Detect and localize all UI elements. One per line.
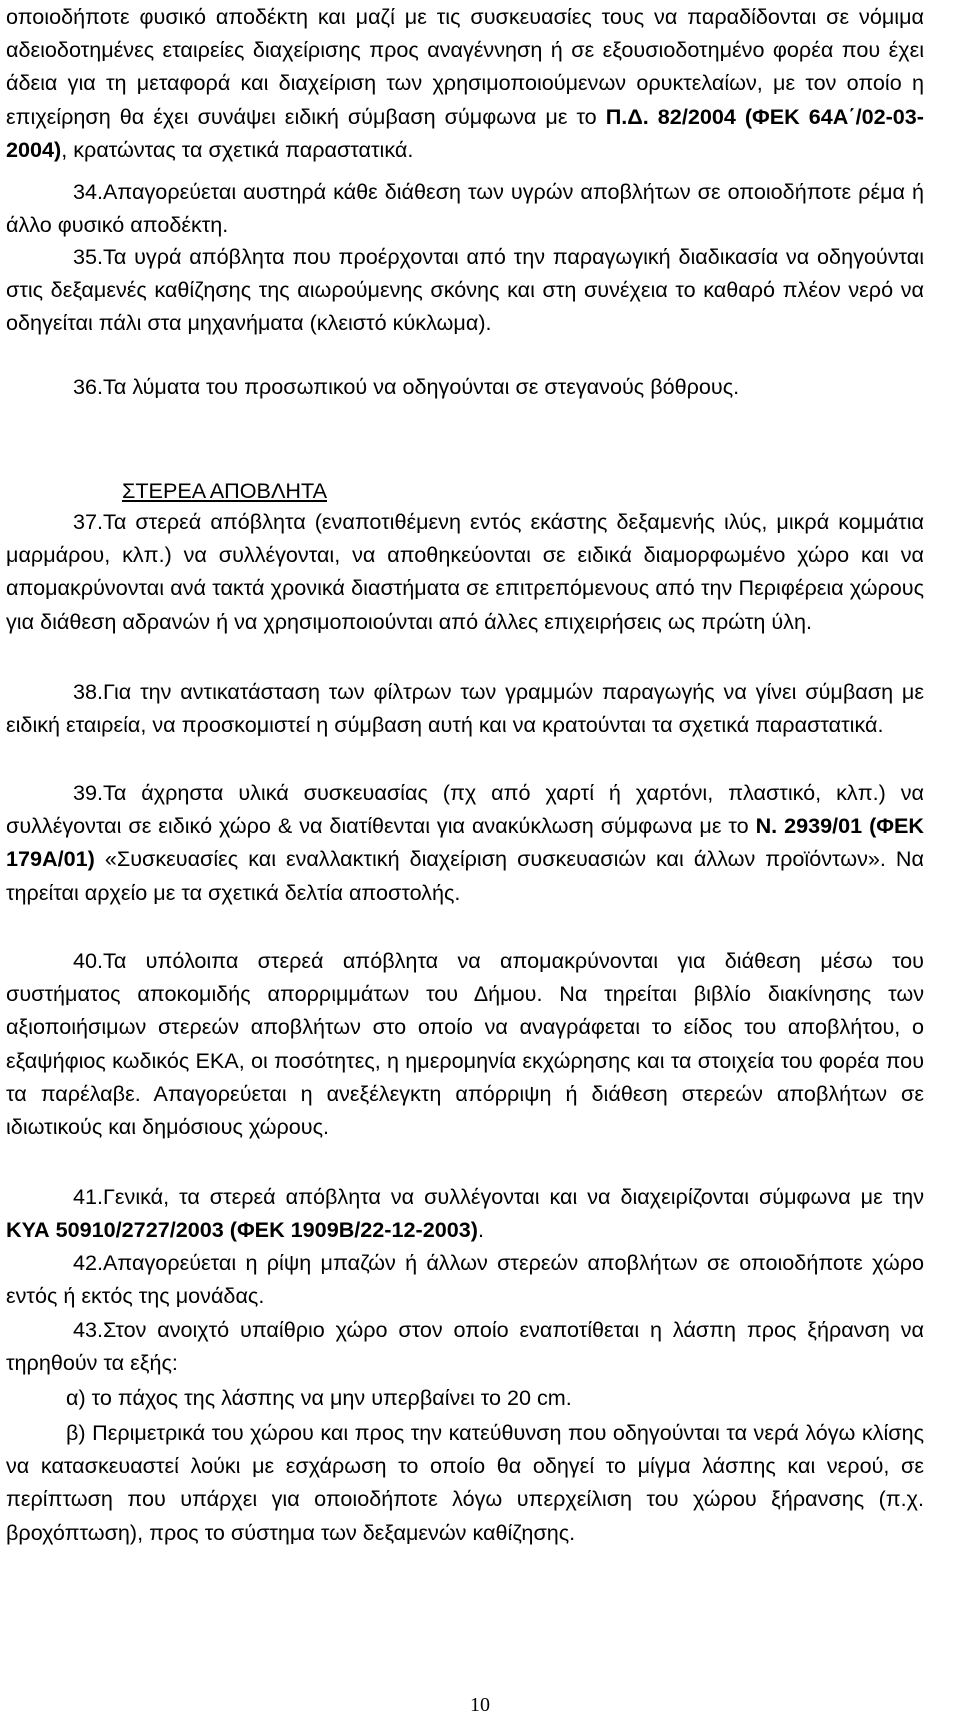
paragraph-continuation bbox=[6, 0, 924, 166]
paragraph-text: α) το πάχος της λάσπης να μην υπερβαίνει το 20 cm. bbox=[66, 1385, 572, 1410]
paragraph-text: Τα στερεά απόβλητα (εναποτιθέμενη εντός εκάστης δεξαμενής ιλύς, μικρά κομμάτια μαρμάρου, κλπ.) να συλλέγονται, να αποθηκεύονται σε ειδικά διαμορφωμένο χώρο και να απομακρύνονται ανά τακτά χρονικά διαστήματα σε επιτρεπόμενους από την Περιφέρεια χώρους για διάθεση αδρανών ή να χρησιμοποιούνται από άλλες επιχειρήσεις ως πρώτη ύλη. bbox=[6, 509, 924, 634]
item-number: 34. bbox=[73, 179, 104, 204]
paragraph-41 bbox=[6, 1180, 924, 1246]
item-number: 35. bbox=[73, 244, 104, 269]
paragraph-34 bbox=[6, 175, 924, 241]
paragraph-35 bbox=[6, 240, 924, 340]
paragraph-text: Τα υγρά απόβλητα που προέρχονται από την παραγωγική διαδικασία να οδηγούνται στις δεξαμενές καθίζησης της αιωρούμενης σκόνης και στη συνέχεια το καθαρό πλέον νερό να οδηγείται πάλι στα μηχανήματα (κλειστό κύκλωμα). bbox=[6, 244, 924, 336]
item-number: 38. bbox=[73, 679, 104, 704]
sub-item-b bbox=[6, 1416, 924, 1549]
section-heading: ΣΤΕΡΕΑ ΑΠΟΒΛΗΤΑ bbox=[122, 478, 327, 503]
legal-reference: ΚΥΑ 50910/2727/2003 (ΦΕΚ 1909Β/22-12-2003) bbox=[6, 1217, 478, 1243]
paragraph-42 bbox=[6, 1246, 924, 1312]
item-number: 37. bbox=[73, 509, 104, 534]
legal-reference: Π.Δ. 82/2004 (ΦΕΚ 64Α΄/02-03-2004) bbox=[6, 103, 924, 162]
item-number: 42. bbox=[73, 1250, 104, 1275]
item-number: 41. bbox=[73, 1184, 104, 1209]
paragraph-text: Απαγορεύεται η ρίψη μπαζών ή άλλων στερεών αποβλήτων σε οποιοδήποτε χώρο εντός ή εκτός της μονάδας. bbox=[6, 1250, 924, 1309]
paragraph-36 bbox=[6, 370, 924, 403]
paragraph-text: β) Περιμετρικά του χώρου και προς την κατεύθυνση που οδηγούνται τα νερά λόγω κλίσης να κατασκευαστεί λούκι με εσχάρωση το οποίο θα οδηγεί το μίγμα λάσπης και νερού, σε περίπτωση που υπάρχει για οποιοδήποτε λόγω υπερχείλιση του χώρου ξήρανσης (π.χ. βροχόπτωση), προς το σύστημα των δεξαμενών καθίζησης. bbox=[6, 1420, 924, 1545]
paragraph-40 bbox=[6, 944, 924, 1143]
page-number: 10 bbox=[470, 1694, 490, 1716]
item-number: 43. bbox=[73, 1317, 104, 1342]
paragraph-text: , κρατώντας τα σχετικά παραστατικά. bbox=[61, 136, 414, 162]
item-number: 40. bbox=[73, 948, 104, 973]
paragraph-43 bbox=[6, 1313, 924, 1379]
paragraph-text: Τα λύματα του προσωπικού να οδηγούνται σε στεγανούς βόθρους. bbox=[103, 374, 740, 399]
paragraph-text: «Συσκευασίες και εναλλακτική διαχείριση συσκευασιών και άλλων προϊόντων». Να τηρείται αρχείο με τα σχετικά δελτία αποστολής. bbox=[6, 846, 924, 905]
paragraph-text: Για την αντικατάσταση των φίλτρων των γραμμών παραγωγής να γίνει σύμβαση με ειδική εταιρεία, να προσκομιστεί η σύμβαση αυτή και να κρατούνται τα σχετικά παραστατικά. bbox=[6, 679, 924, 738]
paragraph-text: Γενικά, τα στερεά απόβλητα να συλλέγονται και να διαχειρίζονται σύμφωνα με την bbox=[103, 1184, 924, 1209]
paragraph-text: Τα υπόλοιπα στερεά απόβλητα να απομακρύνονται για διάθεση μέσω του συστήματος αποκομιδής απορριμμάτων του Δήμου. Να τηρείται βιβλίο διακίνησης των αξιοποιήσιμων στερεών αποβλήτων στο οποίο να αναγράφεται το είδος του αποβλήτου, ο εξαψήφιος κωδικός ΕΚΑ, οι ποσότητες, η ημερομηνία εκχώρησης και τα στοιχεία του φορέα που τα παρέλαβε. Απαγορεύεται η ανεξέλεγκτη απόρριψη ή διάθεση στερεών αποβλήτων σε ιδιωτικούς και δημόσιους χώρους. bbox=[6, 948, 924, 1140]
paragraph-text: . bbox=[477, 1217, 484, 1243]
paragraph-text: οποιοδήποτε φυσικό αποδέκτη και μαζί με τις συσκευασίες τους να παραδίδονται σε νόμιμα αδειοδοτημένες εταιρείες διαχείρισης προς αναγέννηση ή σε εξουσιοδοτημένο φορέα που έχει άδεια για τη μεταφορά και διαχείριση των χρησιμοποιούμενων ορυκτελαίων, με τον οποίο η επιχείρηση θα έχει συνάψει ειδική σύμβαση σύμφωνα με το bbox=[6, 4, 924, 129]
paragraph-text: Απαγορεύεται αυστηρά κάθε διάθεση των υγρών αποβλήτων σε οποιοδήποτε ρέμα ή άλλο φυσικό αποδέκτη. bbox=[6, 179, 924, 238]
paragraph-37 bbox=[6, 505, 924, 638]
paragraph-39 bbox=[6, 776, 924, 909]
paragraph-text: Στον ανοιχτό υπαίθριο χώρο στον οποίο εναποτίθεται η λάσπη προς ξήρανση να τηρηθούν τα εξής: bbox=[6, 1317, 924, 1376]
paragraph-text: Τα άχρηστα υλικά συσκευασίας (πχ από χαρτί ή χαρτόνι, πλαστικό, κλπ.) να συλλέγονται σε ειδικό χώρο & να διατίθενται για ανακύκλωση σύμφωνα με το bbox=[6, 780, 924, 839]
paragraph-38 bbox=[6, 675, 924, 741]
legal-reference: Ν. 2939/01 (ΦΕΚ 179Α/01) bbox=[6, 813, 925, 872]
item-number: 39. bbox=[73, 780, 104, 805]
item-number: 36. bbox=[73, 374, 104, 399]
sub-item-a bbox=[6, 1381, 924, 1414]
